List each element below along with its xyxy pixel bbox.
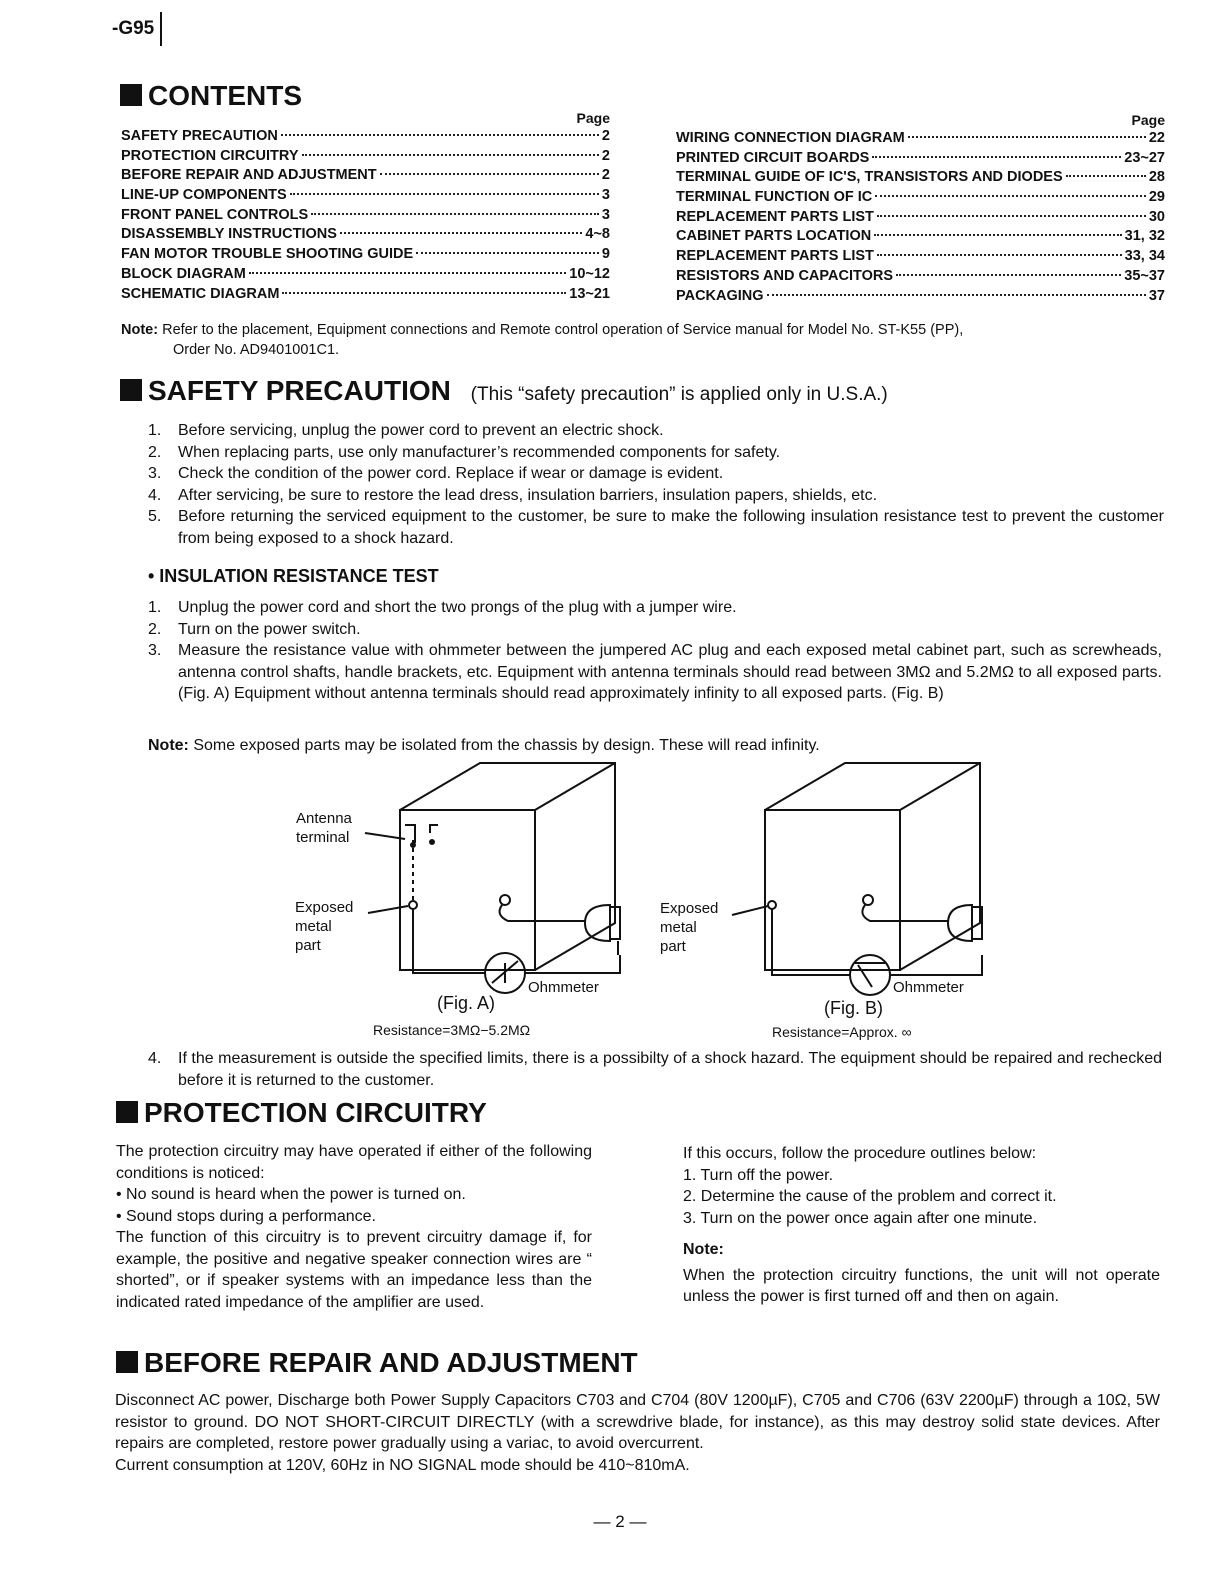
page-column-header-right: Page: [1131, 112, 1165, 128]
protection-right-column: [683, 1143, 1160, 1308]
toc-entry-label: BLOCK DIAGRAM: [121, 265, 246, 282]
fig-a-ohmmeter-icon: [485, 953, 525, 993]
safety-title: SAFETY PRECAUTION: [148, 375, 451, 406]
toc-leader-dots: [767, 294, 1146, 296]
item-text: Turn on the power switch.: [178, 620, 361, 638]
insulation-test-figures: [280, 755, 1000, 1045]
protection-procedure-intro: If this occurs, follow the procedure outlines below:: [683, 1145, 1037, 1162]
fig-b-exposed-screw: [768, 901, 776, 909]
toc-entry-page: 3: [601, 206, 610, 223]
item-number: 1.: [148, 599, 162, 616]
before-repair-paragraph: Disconnect AC power, Discharge both Power Supply Capacitors C703 and C704 (80V 1200µF), C705 and C706 (63V 2200µF) through a 10Ω, 5W resistor to ground. DO NOT SHORT-CIRCUIT DIRECTLY (with a screwdrive blade, for instance), as this may destroy solid state devices. After repairs are completed, restore power gradually using a variac, to avoid overcurrent.: [115, 1392, 1160, 1452]
toc-entry: [121, 148, 610, 168]
toc-entry: [676, 228, 1165, 248]
toc-entry-label: PRINTED CIRCUIT BOARDS: [676, 149, 870, 166]
item-number: 3.: [148, 465, 162, 482]
toc-leader-dots: [380, 173, 599, 175]
toc-entry-page: 31, 32: [1124, 228, 1165, 245]
toc-entry: [676, 288, 1165, 308]
fig-b-exposed-label-1: Exposed: [660, 900, 719, 917]
item-text: When replacing parts, use only manufacturer’s recommended components for safety.: [178, 443, 781, 461]
safety-heading: [120, 375, 888, 407]
toc-right-column: [676, 130, 1165, 307]
toc-leader-dots: [877, 215, 1146, 217]
toc-leader-dots: [340, 232, 582, 234]
fig-b-exposed-label-3: part: [660, 938, 686, 955]
protection-step-1: 1. Turn off the power.: [683, 1166, 834, 1184]
insulation-test-list: [148, 597, 1162, 705]
list-item: [148, 420, 1164, 442]
fig-b-caption: (Fig. B): [824, 998, 884, 1018]
item-number: 2.: [148, 443, 162, 461]
item-text: Before returning the serviced equipment to the customer, be sure to make the following insulation resistance test to prevent the customer from being exposed to a shock hazard.: [178, 508, 1164, 547]
toc-entry-page: 22: [1148, 130, 1165, 146]
square-bullet-icon: [116, 1351, 138, 1373]
toc-entry: [121, 246, 610, 266]
item-text: Check the condition of the power cord. Replace if wear or damage is evident.: [178, 465, 724, 482]
fig-b-cord: [862, 905, 948, 921]
square-bullet-icon: [116, 1101, 138, 1123]
fig-b-screw-top: [863, 895, 873, 905]
toc-leader-dots: [877, 254, 1122, 256]
fig-b-wire-right: [890, 955, 982, 975]
before-repair-heading: [116, 1347, 638, 1379]
fig-a-ohmmeter-label: Ohmmeter: [528, 979, 599, 996]
fig-b-exposed-label-2: metal: [660, 919, 697, 936]
toc-entry: [121, 286, 610, 306]
fig-b-exposed-leader: [732, 906, 768, 915]
toc-entry-label: RESISTORS AND CAPACITORS: [676, 267, 893, 284]
item-number: 4.: [148, 1050, 162, 1067]
toc-entry: [121, 128, 610, 148]
fig-b-ac-plug-icon: [948, 905, 982, 941]
toc-entry-page: 37: [1148, 287, 1165, 304]
safety-item-4-row: [148, 1048, 1162, 1091]
item-text: Measure the resistance value with ohmmeter between the jumpered AC plug and each exposed metal cabinet part, such as screwheads, antenna control shafts, handle brackets, etc. Equipment with antenna terminals should read between 3MΩ and 5.2MΩ to all exposed parts. (Fig. A) Equipment without antenna terminals should read approximately infinity to all exposed parts. (Fig. B): [178, 642, 1163, 702]
toc-entry: [121, 167, 610, 187]
toc-entry-label: REPLACEMENT PARTS LIST: [676, 208, 874, 225]
toc-entry: [676, 130, 1165, 150]
note-label: Note:: [121, 322, 159, 338]
item-text: Before servicing, unplug the power cord to prevent an electric shock.: [178, 422, 664, 439]
toc-entry-page: 9: [601, 246, 610, 263]
toc-left-column: [121, 128, 610, 305]
toc-entry-label: FRONT PANEL CONTROLS: [121, 206, 309, 223]
toc-entry-label: SCHEMATIC DIAGRAM: [121, 285, 280, 302]
fig-a-exposed-leader: [368, 906, 408, 913]
toc-entry: [121, 187, 610, 207]
toc-entry-page: 35~37: [1124, 267, 1165, 284]
fig-a-exposed-label-3: part: [295, 937, 321, 954]
toc-entry: [676, 268, 1165, 288]
toc-leader-dots: [249, 272, 566, 274]
protection-title: PROTECTION CIRCUITRY: [144, 1097, 487, 1128]
fig-a-antenna-label-2: terminal: [296, 829, 350, 846]
toc-leader-dots: [874, 234, 1121, 236]
toc-entry-label: CABINET PARTS LOCATION: [676, 228, 872, 245]
fig-a-cord: [500, 905, 585, 921]
toc-leader-dots: [302, 154, 599, 156]
list-item: [148, 619, 1162, 641]
toc-entry-label: FAN MOTOR TROUBLE SHOOTING GUIDE: [121, 246, 414, 263]
protection-note-label: Note:: [683, 1241, 724, 1258]
toc-entry-page: 10~12: [569, 265, 610, 282]
list-item: [148, 442, 1164, 464]
toc-entry-label: SAFETY PRECAUTION: [121, 128, 278, 144]
list-item: [148, 463, 1164, 485]
toc-entry-label: TERMINAL GUIDE OF IC'S, TRANSISTORS AND DIODES: [676, 169, 1063, 186]
toc-entry-label: PACKAGING: [676, 287, 764, 304]
antenna-terminal-icon: [405, 825, 438, 847]
toc-leader-dots: [896, 274, 1121, 276]
model-number: -G95: [112, 12, 162, 46]
insulation-test-heading: • INSULATION RESISTANCE TEST: [148, 566, 439, 586]
list-item: [148, 485, 1164, 507]
test-note-label: Note:: [148, 737, 189, 754]
toc-entry: [676, 189, 1165, 209]
toc-entry-page: 2: [601, 167, 610, 184]
contents-title: CONTENTS: [148, 80, 302, 111]
protection-bullet-2: • Sound stops during a performance.: [116, 1207, 376, 1225]
item-number: 3.: [148, 642, 162, 659]
protection-intro: The protection circuitry may have operated if either of the following conditions is noticed:: [116, 1143, 592, 1182]
toc-leader-dots: [281, 134, 599, 136]
toc-entry: [121, 207, 610, 227]
list-item: [148, 506, 1164, 549]
toc-entry: [121, 266, 610, 286]
square-bullet-icon: [120, 84, 142, 106]
safety-item-4: [148, 1048, 1162, 1091]
test-note-text: Some exposed parts may be isolated from the chassis by design. These will read infinity.: [193, 737, 820, 754]
page-number: — 2 —: [593, 1512, 647, 1531]
toc-leader-dots: [416, 252, 599, 254]
toc-entry-page: 3: [601, 187, 610, 204]
note-line-2: Order No. AD9401001C1.: [173, 342, 340, 358]
fig-b-ohmmeter-label: Ohmmeter: [893, 979, 964, 996]
protection-step-2: 2. Determine the cause of the problem and correct it.: [683, 1188, 1057, 1205]
fig-b-cabinet: [765, 763, 980, 970]
toc-leader-dots: [311, 213, 599, 215]
toc-entry-page: 30: [1148, 208, 1165, 225]
fig-b-resistance: Resistance=Approx. ∞: [772, 1024, 912, 1040]
fig-a-cabinet: [400, 763, 615, 970]
toc-entry-label: DISASSEMBLY INSTRUCTIONS: [121, 226, 337, 243]
toc-entry-page: 13~21: [569, 285, 610, 302]
toc-leader-dots: [872, 156, 1121, 158]
toc-leader-dots: [875, 195, 1146, 197]
item-number: 2.: [148, 620, 162, 638]
toc-entry-label: WIRING CONNECTION DIAGRAM: [676, 130, 905, 146]
toc-entry-page: 29: [1148, 189, 1165, 206]
item-number: 5.: [148, 508, 162, 525]
toc-entry: [676, 169, 1165, 189]
toc-entry-page: 4~8: [585, 226, 610, 243]
toc-entry-label: BEFORE REPAIR AND ADJUSTMENT: [121, 167, 377, 184]
toc-entry: [676, 209, 1165, 229]
note-line-1: Refer to the placement, Equipment connections and Remote control operation of Service manual for Model No. ST-K55 (PP),: [162, 322, 964, 338]
page-column-header-left: Page: [576, 110, 610, 126]
fig-a-antenna-label-1: Antenna: [296, 810, 352, 827]
toc-entry-page: 33, 34: [1124, 248, 1165, 265]
protection-heading: [116, 1097, 487, 1129]
fig-a-caption: (Fig. A): [437, 993, 496, 1013]
before-repair-text: [115, 1390, 1160, 1476]
safety-list: [148, 420, 1164, 549]
current-consumption-text: Current consumption at 120V, 60Hz in NO SIGNAL mode should be 410~810mA.: [115, 1456, 690, 1474]
toc-entry-label: PROTECTION CIRCUITRY: [121, 147, 299, 164]
toc-entry-page: 2: [601, 128, 610, 144]
fig-a-wire-left: [413, 909, 485, 973]
toc-entry-page: 23~27: [1124, 149, 1165, 166]
fig-a-exposed-label-1: Exposed: [295, 899, 354, 916]
fig-a-screw-top: [500, 895, 510, 905]
protection-note-text: When the protection circuitry functions, the unit will not operate unless the power is first turned off and then on again.: [683, 1266, 1160, 1305]
fig-a-exposed-screw: [409, 901, 417, 909]
item-text: After servicing, be sure to restore the lead dress, insulation barriers, insulation papers, shields, etc.: [178, 486, 878, 504]
protection-step-3: 3. Turn on the power once again after one minute.: [683, 1209, 1038, 1227]
before-repair-title: BEFORE REPAIR AND ADJUSTMENT: [144, 1347, 638, 1378]
toc-entry-label: REPLACEMENT PARTS LIST: [676, 248, 874, 265]
toc-leader-dots: [908, 136, 1146, 138]
fig-a-resistance: Resistance=3MΩ−5.2MΩ: [373, 1022, 531, 1038]
toc-entry-page: 28: [1148, 169, 1165, 186]
protection-left-column: [116, 1141, 592, 1313]
contents-heading: [120, 80, 302, 112]
list-item: [148, 597, 1162, 619]
toc-entry-label: TERMINAL FUNCTION OF IC: [676, 189, 873, 206]
square-bullet-icon: [120, 379, 142, 401]
toc-leader-dots: [282, 292, 566, 294]
list-item: [148, 640, 1162, 705]
fig-a-exposed-label-2: metal: [295, 918, 332, 935]
toc-entry-page: 2: [601, 147, 610, 164]
toc-entry: [121, 226, 610, 246]
toc-leader-dots: [290, 193, 599, 195]
toc-entry: [676, 248, 1165, 268]
item-text: Unplug the power cord and short the two prongs of the plug with a jumper wire.: [178, 599, 737, 616]
test-note: [148, 735, 1162, 757]
fig-a-wire-right: [525, 955, 620, 973]
protection-bullet-1: • No sound is heard when the power is turned on.: [116, 1186, 466, 1203]
item-text: If the measurement is outside the specified limits, there is a possibilty of a shock hazard. The equipment should be repaired and rechecked before it is returned to the customer.: [178, 1050, 1162, 1089]
item-number: 4.: [148, 486, 162, 504]
contents-note: [121, 320, 1171, 360]
toc-entry-label: LINE-UP COMPONENTS: [121, 187, 287, 204]
toc-entry: [676, 150, 1165, 170]
fig-b-wire-left: [772, 909, 850, 975]
safety-subtitle: (This “safety precaution” is applied only in U.S.A.): [470, 384, 888, 405]
toc-leader-dots: [1066, 175, 1146, 177]
protection-body: The function of this circuitry is to prevent circuitry damage if, for example, the positive and negative speaker connection wires are “ shorted”, or if speaker systems with an impedance less than the indicated rated impedance of the amplifier are used.: [116, 1229, 592, 1311]
fig-b-ohmmeter-icon: [850, 955, 890, 995]
item-number: 1.: [148, 422, 162, 439]
